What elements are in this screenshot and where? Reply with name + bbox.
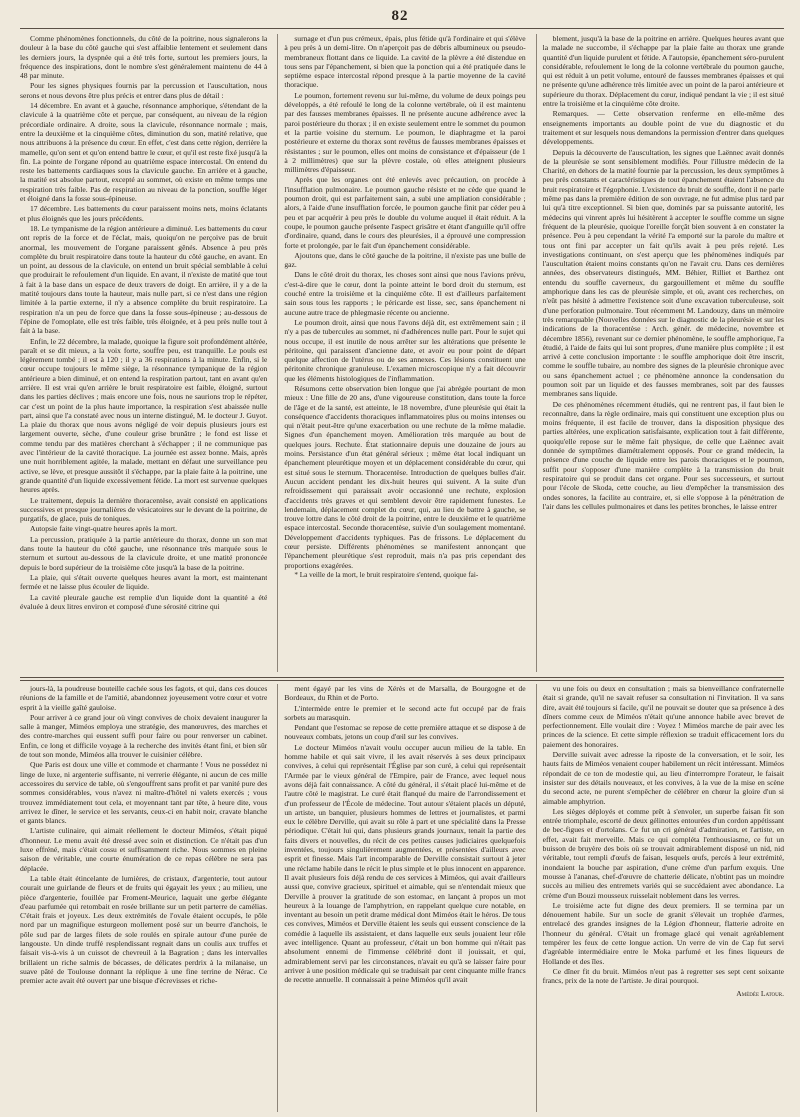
paragraph: 18. Le tympanisme de la région antérieure a diminué. Les battements du cœur ont repris de la force et de l'éclat, mais, quoiqu'on ne perçoive pas de bruit anormal, les mouvement de l'organe paraissent gênés. Absence à peu près complète du bruit respiratoire dans toute la hauteur du côté gauche, en avant. En un point, au dessous de la clavicule, on entend un bruit spécial semblable à celui que produirait le refoulement d'un liquide. En avant, il n'existe de matité que tout à fait à la base dans un espace de deux travers de doigt. En arrière, il y a de la matité toujours dans toute la hauteur, mais nulle part, si ce n'est dans une région limitée à la partie externe, il n'y a absence complète du bruit respiratoire. La respiration n'a un peu de force que dans la fosse sous-épineuse ; au-dessous de l'épine de l'omoplate, elle est très faible, très éloignée, et à peu près nulle tout à fait à la base.: [20, 223, 268, 336]
paragraph: ment égayé par les vins de Xérès et de Marsalla, de Bourgogne et de Bordeaux, du Rhin et de Porto.: [284, 684, 526, 703]
paragraph: vu une fois ou deux en consultation ; mais sa bienveillance confraternelle était si grande, qu'il ne savait refuser sa consultation ni l'invitation. Il va sans dire, avait été toujours si facile, qu'il ne pouvait se douter que sa présence à des dîners comme ceux de Miméos n'était qu'une annonce habile avec brevet de perfectionnement. Elle voulait dire : Voyez ! Miméos marche de pair avec les princes de la science. Et cette simple réflexion se traduit efficacement lors du paiement des honoraires.: [542, 684, 785, 749]
paragraph: Remarques. — Cette observation renferme en elle-même des enseignements importants au double point de vue du diagnostic et du traitement et sur lesquels nous demandons la permission d'entrer dans quelques développements.: [542, 109, 785, 147]
column-3: [536, 34, 784, 672]
paragraph: Pour arriver à ce grand jour où vingt convives de choix devaient inaugurer la salle à manger, Miméos employa une stratégie, des manœuvres, des marches et des contre-marches qui eussent suffi pour faire ou pour renverser un cabinet. Enfin, ce long et difficile voyage à la recherche des invités étant fini, et bien sûr de tout son monde, Miméos alla trouver le cuisinier célèbre.: [20, 712, 268, 760]
column-1: [20, 34, 267, 672]
column-2: [277, 684, 525, 1112]
column-1: [20, 684, 267, 1112]
page-number: 82: [391, 8, 409, 24]
column-2: [277, 34, 525, 672]
paragraph: Que Paris est doux une ville et commode et charmante ! Vous ne possédez ni linge de luxe, ni argenterie suffisante, ni verrerie élégante, ni aucun de ces mille accessoires du service de table, où s'engouffrent sans profit et par vanité pure des sommes considérables, vous n'avez ni maître-d'hôtel ni valets exercés ; vous trouvez immédiatement tout cela, et moyennant tant par tête, à heure dite, vous arrivez le dîner, le service et les servants, ceux-ci en habit noir, cravate blanche et gants blancs.: [20, 760, 268, 826]
author-signature: Amédée Latour.: [736, 988, 785, 998]
paragraph: Ce dîner fit du bruit. Miméos n'eut pas à regretter ses sept cent soixante francs, prix de la note de l'artiste. Je dirai pourquoi.: [542, 966, 785, 986]
paragraph: 14 décembre. En avant et à gauche, résonnance amphorique, s'étendant de la clavicule à la quatrième côte et perçue, par conséquent, au niveau de la région précordiale ordinaire. A droite, sous la clavicule, résonnance normale ; mais, entre la deuxième et la cinquième côtes, diminution du son, matité relative, que nous attribuons à la présence du cœur. En effet, c'est dans cette région, derrière la mamelle, qu'on sent et qu'on entend battre le cœur, et qu'il est reste fixé jusqu'à la fin. La pointe de l'organe répond au quatrième espace intercostal. On entend du reste les battements cardiaques sous la clavicule gauche. En arrière et à gauche, la matité est absolue partout, excepté au sommet, où existe en même temps une respiration très faible. Pas de respiration au niveau de la ponction, souffle léger et éloigné dans la fosse sous-épineuse.: [20, 101, 268, 204]
section-divider: [20, 677, 784, 681]
paragraph: Résumons cette observation bien longue que j'ai abrégée pourtant de mon mieux : Une fille de 20 ans, d'une vigoureuse constitution, dans toute la force de l'âge et de la santé, est atteinte, le 18 novembre, d'une pleurésie qui était la conséquence d'accidents thoraciques inflammatoires plus ou moins intenses ou qui n'était peut-être qu'une exacerbation ou une rechute de la même maladie. Signes d'un épanchement moyen. Amélioration très marquée au bout de quelques jours. Rechute. État stationnaire depuis une douzaine de jours au moins. Persistance d'un état général sérieux ; même état local indiquant un épanchement pleurétique moyen et un déplacement considérable du cœur, qui est situé sous le sternum. Thoracentèse. Introduction de quelques bulles d'air. Aucun accident pendant les dix-huit heures qui suivent. A la suite d'un refroidissement qui paraissait avoir occasionné une rechute, explosion d'accidents très graves et qui semblent devoir être rapidement funestes. Le lendemain, déplacement complet du cœur, qui, au lieu de battre à gauche, se trouve lottre dans le côté droit de la poitrine, entre le deuxième et le quatrième espace intercostal. Seconde thoracentèse, suivie d'un soulagement momentané. Développement d'accidents typhiques. Pas de frissons. Le déplacement du cœur persiste. Différents phénomènes se manifestent annonçant que l'épanchement pleurétique s'est reproduit, mais n'a pas pris cependant des proportions exagérées.: [284, 383, 526, 570]
paragraph: Le poumon, fortement revenu sur lui-même, du volume de deux poings peu développés, a été refoulé le long de la colonne vertébrale, où il est maintenu par des fausses membranes épaisses. Il ne présente aucune adhérence avec la paroi postérieure du thorax ; il en existe seulement entre le sommet du poumon et la partie voisine du sternum. Le poumon, le diaphragme et la paroi postérieure et externe du thorax sont revêtus de fausses membranes épaisses et résistantes ; sur le poumon, elles ont moins de consistance et d'épaisseur (de 1 à 2 millimètres) que sur la plèvre costale, où elles atteignent plusieurs millimètres d'épaisseur.: [284, 90, 526, 175]
paragraph: Après que les organes ont été enlevés avec précaution, on procède à l'insufflation pulmonaire. Le poumon gauche résiste et ne cède que quand le poumon droit, qui est parfaitement sain, a subi une ampliation considérable ; alors, à l'aide d'une insufflation forcée, le poumon gauche finit par céder peu à peu et par acquérir à peu près le double du volume auquel il était réduit. A la coupe, le poumon gauche présente l'aspect grisâtre et étant d'anguille qu'il offre d'ordinaire, quand, dans le cours des pleurésies, il a éprouvé une compression forte et prolongée, par le fait d'un épanchement considérable.: [284, 175, 526, 250]
paragraph: Le troisième acte fut digne des deux premiers. Il se termina par un dénouement habile. Sur un socle de granit s'élevait un trophée d'armes, entrelacé des grandes insignes de la Légion d'honneur, flatterie adroite en l'honneur du général. C'était un fromage glacé qui venait agréablement tempérer les feux de cette longue action. Un verre de vin de Cap fut servi d'agréable intermédiaire entre le Moka parfumé et les fines liqueurs de Hollande et des îles.: [542, 900, 785, 966]
paragraph: La percussion, pratiquée à la partie antérieure du thorax, donne un son mat dans toute la hauteur du côté gauche, une résonnance très marquée sous le sternum et surtout au-dessous de la clavicule droite, et une matité prononcée depuis le bord supérieur de la troisième côte jusqu'à la base de la poitrine.: [20, 534, 268, 572]
paragraph: Le poumon droit, ainsi que nous l'avons déjà dit, est extrêmement sain ; il n'y a pas de tubercules au sommet, ni d'adhérences nulle part. Pour le sujet qui nous occupe, il est inutile de nous arrêter sur les altérations que présente le péritoine, qui paraissent d'ancienne date, et avoir eu pour point de départ quelque affection de l'utérus ou de ses annexes. Ces lésions constituent une péritonite chronique granuleuse. L'examen microscopique n'y a fait découvrir que les éléments histologiques de l'inflammation.: [284, 317, 526, 383]
paragraph: Le traitement, depuis la dernière thoracentèse, avait consisté en applications successives et presque journalières de vésicatoires sur le devant de la poitrine, de purgatifs, de glace, puis de toniques.: [20, 495, 268, 524]
paragraph: L'intermède entre le premier et le second acte fut occupé par de frais sorbets au marasquin.: [284, 703, 526, 722]
column-3: [536, 684, 784, 1112]
paragraph: La table était étincelante de lumières, de cristaux, d'argenterie, tout autour courait une guirlande de fleurs et de fruits qui égayait les yeux ; au milieu, une pièce d'argenterie, fouillée par Froment-Meurice, laquait une gerbe élégante d'eau parfumée qui retombait en rosée brillante sur un petit parterre de camélias. C'était frais et joyeux. Les deux extrémités de l'ovale étaient occupés, le pôle nord par un magnifique esturgeon mollement posé sur un beurre d'anchois, le pôle sud par de larges filets de sole roulés en spirale autour d'une purée de langouste. Un dinde truffé resplendissant regnait dans un coulis aux truffes et faisait vis-à-vis à un cuissot de chevreuil à la Bagration ; dans les intervalles brillaient un riche salmis de bécasses, de délicates perdrix à la milanaise, un suave pâté de Toulouse donnant la réplique à une fine terrine de Nérac. Ce premier acte avait été ouvert par une bisque d'écrevisses et riche-: [20, 873, 268, 986]
paragraph: Le docteur Miméos n'avait voulu occuper aucun milieu de la table. En homme habile et qui sait vivre, il les avait réservés à ses deux principaux convives, à celui qui représentait l'Église par son curé, à celui qui représentait l'Armée par le vieux général de l'Empire, pair de France, avec lequel nous avons déjà fait connaissance. A côté du général, il s'était placé lui-même et de l'autre côté le magistrat. Le curé était flanqué du maire de l'arrondissement et d'un professeur de l'École de médecine. Tout autour s'étaient placés un député, un artiste, un banquier, plusieurs hommes de lettres et journalistes, et parmi eux le célèbre Derville, qui avait su rôle à part et une spécialité dans la Presse périodique. C'était lui qui, dans plusieurs grands journaux, tenait la partie des faits divers et nouvelles, du récit de ces petites causes judiciaires quelquefois inventées, toujours singulièrement augmentées, et présentées d'ailleurs avec esprit et finesse. Mais l'art incomparable de Derville consistait surtout à jeter une réclame habile dans le récit le plus simple et le plus innocent en apparence. Il avait plusieurs fois déjà rendu de ces services à Miméos, qui avait d'ailleurs aussi que, convive gracieux, spirituel et aimable, qui se n'entendait mieux que Derville à prouver la gratitude de son estomac, en lançant à propos un mot heureux à la louange de l'amphytrion, en rappelant quelque cure notable, en inventant au besoin un petit drame médical dont Miméos était le héros. De tous ces convives, Miméos et Derville étaient les seuls qui eussent conscience de la comédie à laquelle ils assistaient, et dans laquelle eux seuls jouaient leur rôle avec intelligence. Quant au professeur, c'était un bon homme qui n'était pas absolument ennemi de l'immense célébrité dont il jouissait, et qui, admirablement servi par les circonstances, n'avait eu qu'à se laisser faire pour arriver à une position médicale qui se traduisait par cent cinquante mille francs de recette annuelle. Il connaissait à peine Miméos qu'il avait: [284, 742, 526, 985]
paragraph: Dans le côté droit du thorax, les choses sont ainsi que nous l'avions prévu, c'est-à-dire que le cœur, dont la pointe atteint le bord droit du sternum, est couché entre la troisième et la cinquième côte. Il est d'ailleurs parfaitement sain sous tous les rapports ; le péricarde est lisse, sec, sans épanchement ni aucune autre trace de phlegmasie récente ou ancienne.: [284, 270, 526, 317]
footnote-paragraph: * La veille de la mort, le bruit respiratoire s'entend, quoique fai-: [294, 570, 479, 579]
paragraph: Autopsie faite vingt-quatre heures après la mort.: [30, 524, 177, 534]
paragraph: Ajoutons que, dans le côté gauche de la poitrine, il n'existe pas une bulle de gaz.: [284, 250, 526, 270]
paragraph: De ces phénomènes récemment étudiés, qui ne rentrent pas, il faut bien le reconnaître, dans la règle ordinaire, mais qui constituent une exception plus ou moins fréquente, il est facile de trouver, dans la disposition physique des parties altérées, une explication satisfaisante, explication tout à fait différente, quoiqu'elle repose sur le même fait physique, de celle que Laënnec avait donnée de symptômes diamétralement opposés. Pour ce grand médecin, la présence d'une couche de liquide entre les parois thoraciques et le poumon, suffit pour s'opposer d'une manière complète à la transmission du bruit respiratoire qui se produit dans cet organe. Pour ses successeurs, et surtout pour l'école de Skoda, cette couche, au lieu d'empêcher la transmission des ondes sonores, la facilite au contraire, et, si elle s'oppose à la pénétration de l'air dans les cellules pulmonaires et dans les petites bronches, le laisse entrer: [542, 399, 785, 511]
paragraph: L'artiste culinaire, qui aimait réellement le docteur Miméos, s'était piqué d'honneur. Le menu avait été dressé avec soin et distinction. Ce n'était pas d'un luxe effréné, mais c'était cossu et suffisamment riche. Nous sommes en pleine saison de véritable, une courte énumération de ce repas célèbre ne sera pas déplacée.: [20, 826, 268, 873]
paragraph: Les sièges déployés et comme prêt à s'envoler, un superbe faisan fit son entrée triomphale, escorté de deux gélinottes entourées d'un cordon appétissant de bec-figues et d'ortolans. Ce fut un cri général d'admiration, et l'artiste, en effet, avait fait merveille. Mais ce qui compléta l'enthousiasme, ce fut un buisson de bruyère des bois où se trouvait admirablement disposé un nid, nid véritable, tout rempli d'œufs de faisan, lesquels œufs, percés à leur extrémité, inondaient la bouche par aspiration, d'une crème d'un parfum exquis. Une mousse à l'ananas, chef-d'œuvre de chatterie délicate, n'obtint pas un moindre succès au milieu des entremets variés qui se succédaient avec abondance. La crème d'un Bouzi mousseux ruisselait noblement dans les verres.: [542, 806, 785, 900]
header-rule: [20, 28, 784, 29]
paragraph: jours-là, la poudreuse bouteille cachée sous les fagots, et qui, dans ces douces réunions de la famille et de l'amitié, abandonnez joyeusement votre cœur et votre esprit à la vieille gaîté gauloise.: [20, 684, 268, 712]
feuilleton-section: [20, 684, 784, 1112]
paragraph: 17 décembre. Les battements du cœur paraissent moins nets, moins éclatants et plus éloignés que les jours précédents.: [20, 204, 268, 223]
paragraph: La cavité pleurale gauche est remplie d'un liquide dont la quantité a été évaluée à deux litres environ et composé d'une sérosité citrine qui: [20, 592, 268, 611]
paragraph: Depuis la découverte de l'auscultation, les signes que Laënnec avait donnés de la pleurésie se sont sensiblement modifiés. Pour l'illustre médecin de la Charité, en dehors de la matité fournie par la percussion, les deux symptômes à peu près constants et caractéristiques de tout épanchement étaient l'absence du bruit respiratoire et l'égophonie. L'existence du bruit de souffle, dont il ne parle même pas dans la première édition de son ouvrage, ne fut admise plus tard par lui qu'à titre exceptionnel. Si bien que, dominés par sa puissante autorité, les médecins qui vinrent après lui hésitèrent à accepter le souffle comme un signe fréquent de la pleurésie, quoique l'oreille forçât bien souvent à en constater la présence. Peu à peu cependant la vérité l'a emporté sur la parole du maître et tous ont fini par accepter un fait qu'ils avait à peu près rejeté. Les investigations continuant, on s'est aperçu que les phénomènes indiqués par l'auscultation étaient moins constants qu'on ne l'avait cru. Dans ces dernières années, des observateurs distingués, MM. Béhier, Rilliet et Barthez ont entendu du souffle caverneux, du gargouillement et même du souffle amphorique dans les cas de pleurésie simple, et où, avant ces recherches, on n'eût pas hésité à admettre l'existence soit d'une excavation tuberculeuse, soit d'une perforation pulmonaire. Tout récemment M. Landouzy, dans un mémoire très remarquable (Nouvelles données sur le diagnostic de la pleurésie et sur les indications de la thoracentèse : Arch. génér. de médecine, novembre et décembre 1856), revenant sur ce dernier phénomène, le souffle amphorique, l'a étudié, à l'aide de faits qui lui sont propres, d'une manière plus complète ; il est arrivé à cette conclusion importante : le souffle amphorique doit être inscrit, comme le souffle tubaire, au nombre des signes de la pleurésie chronique avec ou sans épanchement actuel ; ce phénomène annonce la condensation du poumon soit par un liquide et des fausses membranes, soit par des fausses membranes sans liquide.: [542, 147, 785, 399]
paragraph: Enfin, le 22 décembre, la malade, quoique la figure soit profondément altérée, paraît et se dit mieux, a la voix forte, souffre peu, est tranquille. Le pouls est légèrement tombé ; il est à 120 ; il y a 36 respirations à la minute. Enfin, si le cœur occupe toujours le même siège, la résonnance tympanique de la région antérieure a bien diminué, et on entend la respiration partout, tant en avant qu'en arrière. Il est vrai qu'en arrière le bruit respiratoire est faible, éloigné, surtout dans les parties déclives ; mais encore une fois, nous ne saurions trop le répéter, car c'est un point de la plus haute importance, la respiration s'est abaissée nulle part, ainsi que l'a constaté avec nous un interne distingué, M. le docteur J. Guyot. La plaie du thorax que nous avons négligé de voir depuis plusieurs jours est largement ouverte, sèche, d'une couleur grise brunâtre ; le fond est lisse et comme tendu par des matières cherchant à s'échapper ; il ne communique pas avec l'intérieur de la cavité thoracique. La journée est assez bonne. Mais, après une nuit horriblement agitée, la malade, mettant en défaut une surveillance peu active, se lève, et presque aussitôt il s'échappe, par la plaie faite à la poitrine, une grande quantité d'un liquide excessivement fétide. La mort est survenue quelques heures après.: [20, 336, 268, 495]
medical-observation-section: [20, 34, 784, 672]
paragraph: La plaie, qui s'était ouverte quelques heures avant la mort, est maintenant fermée et ne laisse plus écouler de liquide.: [20, 572, 268, 592]
paragraph: blement, jusqu'à la base de la poitrine en arrière. Quelques heures avant que la malade ne succombe, il s'échappe par la plaie faite au thorax une grande quantité d'un liquide purulent et fétide. A l'autopsie, épanchement séro-purulent considérable, refoulement le long de la colonne vertébrale du poumon gauche, qui est réduit à un petit volume, entouré de fausses membranes épaisses et qui ne présente qu'une adhérence très limitée avec un point de la paroi antérieure et supérieure du thorax. Déplacement du cœur, indiqué pendant la vie ; il est situé entre la troisième et la cinquième côte droite.: [542, 34, 785, 109]
paragraph: Pendant que l'estomac se repose de cette première attaque et se dispose à de nouveaux combats, jetons un coup d'œil sur les convives.: [284, 723, 526, 742]
paragraph: Derville suivait avec adresse la riposte de la conversation, et le soir, les hauts faits de Miméos venaient couper habilement un récit intéressant. Miméos répondait de ce ton de modestie qui, au lieu d'interrompre l'orateur, le faisait insister sur des détails nouveaux, et les convives, à la vue de la mise en scène du second acte, ne purent s'empêcher de célébrer en chœur la gloire d'un si aimable amphytrion.: [542, 750, 785, 806]
paragraph: Comme phénomènes fonctionnels, du côté de la poitrine, nous signalerons la douleur à la base du côté gauche qui s'est affaiblie lentement et seulement dans les derniers jours, la dyspnée qui a été très forte, surtout les premiers jours, la fréquence des inspirations, dont le nombre s'est généralement maintenu de 44 à 48 par minute.: [20, 34, 268, 81]
paragraph: surnage et d'un pus crémeux, épais, plus fétide qu'à l'ordinaire et qui s'élève à peu près à un demi-litre. On n'aperçoit pas de débris albumineux ou pseudo-membraneux flottant dans ce liquide. La cavité de la plèvre a été distendue en tous sens par l'épanchement, si bien que la ponction qui a été pratiquée dans le septième espace intercostal répond presque à la partie moyenne de la cavité thoracique.: [284, 34, 526, 90]
paragraph: Pour les signes physiques fournis par la percussion et l'auscultation, nous serons et nous devons être plus précis et entrer dans plus de détail :: [20, 81, 268, 100]
